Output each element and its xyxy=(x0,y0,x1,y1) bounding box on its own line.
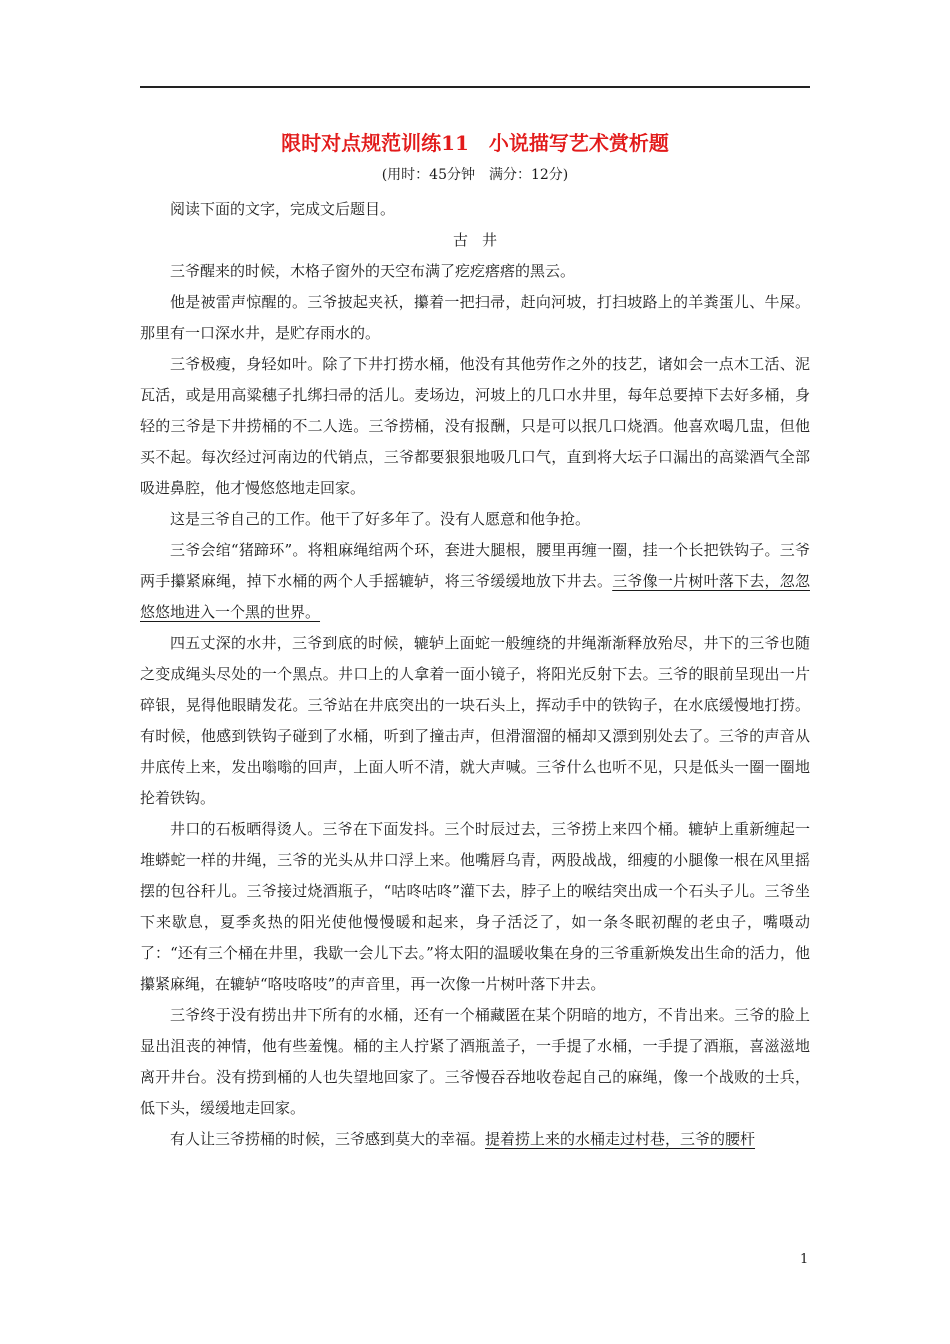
document-body xyxy=(140,128,810,1155)
paragraph-8: 三爷终于没有捞出井下所有的水桶，还有一个桶藏匿在某个阴暗的地方，不肯出来。三爷的脸上显出沮丧的神情，他有些羞愧。桶的主人拧紧了酒瓶盖子，一手提了水桶，一手提了酒瓶，喜滋滋地离开井台。没有捞到桶的人也失望地回家了。三爷慢吞吞地收卷起自己的麻绳，像一个战败的士兵，低下头，缓缓地走回家。 xyxy=(140,1006,810,1117)
paragraph-9-text: 有人让三爷捞桶的时候，三爷感到莫大的幸福。 xyxy=(170,1130,486,1148)
paragraph-3: 三爷极瘦，身轻如叶。除了下井打捞水桶，他没有其他劳作之外的技艺，诸如会一点木工活、泥瓦活，或是用高粱穗子扎绑扫帚的活儿。麦场边，河坡上的几口水井里，每年总要掉下去好多桶，身轻的三爷是下井捞桶的不二人选。三爷捞桶，没有报酬，只是可以抿几口烧酒。他喜欢喝几盅，但他买不起。每次经过河南边的代销点，三爷都要狠狠地吸几口气，直到将大坛子口漏出的高粱酒气全部吸进鼻腔，他才慢悠悠地走回家。 xyxy=(140,355,810,497)
page-title: 限时对点规范训练11 小说描写艺术赏析题 xyxy=(281,131,669,155)
time-and-score: (用时：45分钟 满分：12分) xyxy=(381,167,569,183)
paragraph-7: 井口的石板晒得烫人。三爷在下面发抖。三个时辰过去，三爷捞上来四个桶。辘轳上重新缠起一堆蟒蛇一样的井绳，三爷的光头从井口浮上来。他嘴唇乌青，两股战战，细瘦的小腿像一根在风里摇摆的包谷秆儿。三爷接过烧酒瓶子，“咕咚咕咚”灌下去，脖子上的喉结突出成一个石头子儿。三爷坐下来歇息，夏季炙热的阳光使他慢慢暖和起来，身子活泛了，如一条冬眠初醒的老虫子，嘴嗫动了：“还有三个桶在井里，我歇一会儿下去。”将太阳的温暖收集在身的三爷重新焕发出生命的活力，他攥紧麻绳，在辘轳“咯吱咯吱”的声音里，再一次像一片树叶落下井去。 xyxy=(140,820,810,993)
header-rule xyxy=(140,86,810,88)
paragraph-6: 四五丈深的水井，三爷到底的时候，辘轳上面蛇一般缠绕的井绳渐渐释放殆尽，井下的三爷也随之变成绳头尽处的一个黑点。井口上的人拿着一面小镜子，将阳光反射下去。三爷的眼前呈现出一片碎银，晃得他眼睛发花。三爷站在井底突出的一块石头上，挥动手中的铁钩子，在水底缓慢地打捞。有时候，他感到铁钩子碰到了水桶，听到了撞击声，但滑溜溜的桶却又漂到别处去了。三爷的声音从井底传上来，发出嗡嗡的回声，上面人听不清，就大声喊。三爷什么也听不见，只是低头一圈一圈地抡着铁钩。 xyxy=(140,634,810,807)
paragraph-1: 三爷醒来的时候，木格子窗外的天空布满了疙疙瘩瘩的黑云。 xyxy=(170,262,576,280)
paragraph-5-text: 三爷会绾“猪蹄环”。将粗麻绳绾两个环，套进大腿根，腰里再缠一圈，挂一个长把铁钩子。三爷两手攥紧麻绳，掉下水桶的两个人手摇辘轳，将三爷缓缓地放下井去。 xyxy=(140,541,810,590)
paragraph-2: 他是被雷声惊醒的。三爷披起夹袄，攥着一把扫帚，赶向河坡，打扫坡路上的羊粪蛋儿、牛屎。那里有一口深水井，是贮存雨水的。 xyxy=(140,293,810,342)
instruction: 阅读下面的文字，完成文后题目。 xyxy=(170,200,396,218)
paragraph-4: 这是三爷自己的工作。他干了好多年了。没有人愿意和他争抢。 xyxy=(170,510,591,528)
paragraph-5 xyxy=(140,535,810,628)
paragraph-9 xyxy=(140,1124,810,1155)
page-number: 1 xyxy=(800,1252,809,1267)
underlined-sentence-2: 提着捞上来的水桶走过村巷，三爷的腰杆 xyxy=(485,1130,756,1148)
underlined-sentence-1: 三爷像一片树叶落下去，忽忽悠悠地进入一个黑的世界。 xyxy=(140,572,810,621)
story-title: 古井 xyxy=(452,231,511,249)
